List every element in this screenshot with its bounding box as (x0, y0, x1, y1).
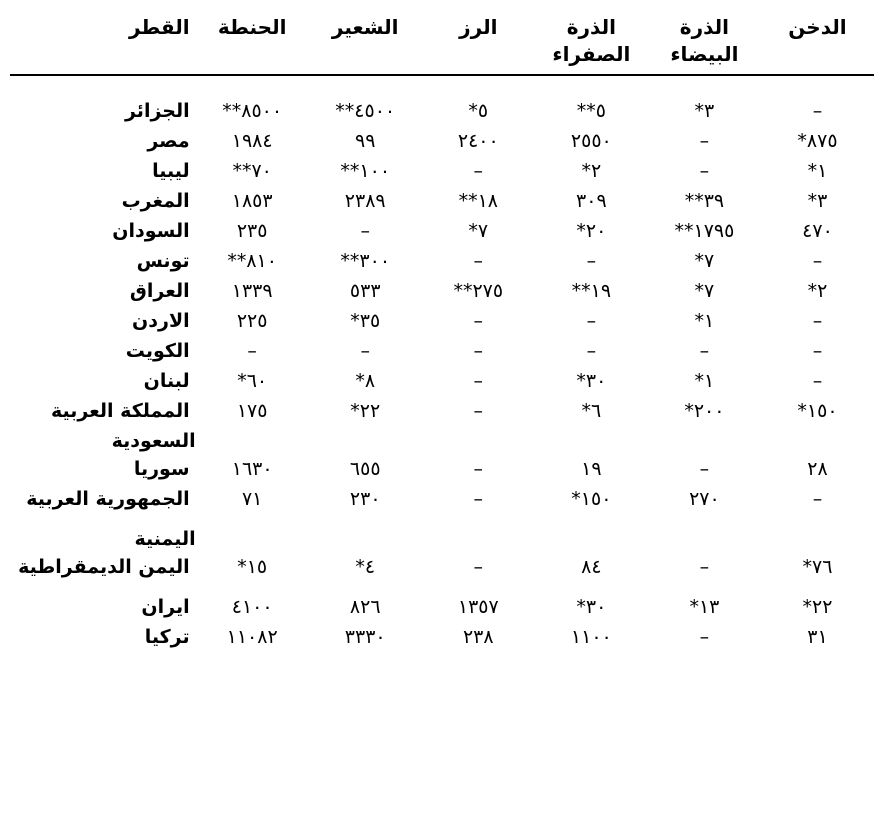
cell-yellow-maize: ١١٠٠ (570, 626, 612, 648)
cell-rice: – (473, 340, 484, 362)
cell-yellow-maize: ١٥٠* (571, 488, 612, 510)
column-header-white-maize: الذرة البيضاء (670, 15, 739, 66)
cell-millet: ١* (807, 160, 828, 182)
cell-country: الاردن (132, 310, 190, 332)
cell-wheat: – (247, 340, 257, 362)
cell-wheat: ١١٠٨٢ (226, 626, 278, 648)
header-spacer (10, 75, 874, 98)
cell-millet: – (812, 310, 823, 332)
cell-white-maize: – (699, 130, 710, 152)
table-row (10, 368, 874, 398)
cell-millet: – (812, 250, 823, 272)
cell-barley: ٣٠٠** (340, 250, 391, 272)
cell-country: لبنان (143, 370, 190, 392)
cell-millet: ٢٨ (807, 458, 828, 480)
table-row (10, 308, 874, 338)
table-row (10, 128, 874, 158)
cell-rice: ٢٤٠٠ (457, 130, 499, 152)
cell-barley: ٢٣٨٩ (344, 190, 386, 212)
cell-rice: ٧* (468, 220, 489, 242)
cell-rice: – (473, 556, 484, 578)
cell-wheat: ٢٢٥ (236, 310, 268, 332)
table-row (10, 594, 874, 624)
cell-country-continuation: اليمنية (134, 528, 196, 550)
cell-wheat: ٢٣٥ (236, 220, 268, 242)
cell-rice: ٢٣٨ (462, 626, 494, 648)
column-header-millet: الدخن (788, 15, 847, 39)
cell-millet: ٢٢* (802, 596, 833, 618)
cell-barley: ٦٥٥ (349, 458, 381, 480)
cell-barley: ٣٥* (350, 310, 381, 332)
cell-white-maize: ٧* (694, 250, 715, 272)
table-row (10, 248, 874, 278)
cell-country: ايران (141, 596, 190, 618)
column-header-country: القطر (128, 15, 190, 39)
cell-millet: ٣* (807, 190, 828, 212)
cell-yellow-maize: ٢٥٥٠ (570, 130, 612, 152)
table-row (10, 188, 874, 218)
cell-country: الكويت (125, 340, 190, 362)
cell-barley: ٥٣٣ (349, 280, 381, 302)
cell-barley: ٨٢٦ (349, 596, 381, 618)
cell-country: تونس (136, 250, 190, 272)
cell-millet: – (812, 100, 823, 122)
country-continuation-row (10, 526, 874, 554)
cell-barley: ٢٣٠ (349, 488, 381, 510)
cell-millet: ٧٦* (802, 556, 833, 578)
cell-country: الجزائر (124, 100, 190, 122)
cell-rice: – (473, 160, 484, 182)
table-row (10, 218, 874, 248)
cell-rice: – (473, 488, 484, 510)
cell-white-maize: ١* (694, 370, 715, 392)
cell-yellow-maize: ١٩** (571, 280, 612, 302)
cell-yellow-maize: ٢٠* (576, 220, 607, 242)
cell-wheat: ٦٠* (237, 370, 268, 392)
cell-rice: – (473, 458, 484, 480)
cell-wheat: ١٨٥٣ (231, 190, 273, 212)
cell-white-maize: ١٣* (689, 596, 720, 618)
cell-wheat: ٨١٠** (227, 250, 277, 272)
crop-production-table (10, 14, 874, 654)
cell-wheat: ١٩٨٤ (231, 130, 273, 152)
table-header (10, 14, 874, 98)
cell-millet: – (812, 370, 823, 392)
table-row (10, 278, 874, 308)
cell-yellow-maize: ٨٤ (581, 556, 602, 578)
country-continuation-row (10, 428, 874, 456)
cell-millet: ٢* (807, 280, 828, 302)
cell-millet: ١٥٠* (797, 400, 838, 422)
cell-white-maize: ١* (694, 310, 715, 332)
cell-barley: ٢٢* (350, 400, 381, 422)
cell-wheat: ١٥* (237, 556, 268, 578)
cell-country: الجمهورية العربية (26, 488, 190, 510)
cell-barley: ٨* (355, 370, 376, 392)
cell-yellow-maize: ٣٠٩ (576, 190, 607, 212)
cell-country: تركيا (144, 626, 190, 648)
cell-barley: ٤٥٠٠** (335, 100, 396, 122)
table-row (10, 158, 874, 188)
cell-millet: ٤٧٠ (802, 220, 833, 242)
cell-rice: – (473, 400, 484, 422)
cell-white-maize: – (699, 458, 710, 480)
table-row (10, 486, 874, 526)
cell-country: المغرب (121, 190, 190, 212)
cell-barley: – (360, 220, 370, 242)
cell-wheat: ٧١ (241, 488, 263, 510)
cell-barley: ٣٣٣٠ (344, 626, 386, 648)
cell-white-maize: ٣٩** (684, 190, 725, 212)
cell-rice: ٢٧٥** (453, 280, 504, 302)
cell-white-maize: ٣* (694, 100, 715, 122)
column-header-barley: الشعير (331, 15, 399, 39)
header-row (10, 14, 874, 68)
cell-country-continuation: السعودية (111, 430, 196, 452)
cell-yellow-maize: ٥** (576, 100, 606, 122)
cell-country: سوريا (133, 458, 190, 480)
cell-rice: – (473, 250, 484, 272)
cell-yellow-maize: ٣٠* (576, 370, 607, 392)
cell-white-maize: ٢٧٠ (689, 488, 720, 510)
cell-yellow-maize: ٢* (581, 160, 602, 182)
cell-yellow-maize: – (586, 310, 597, 332)
table-row (10, 398, 874, 428)
cell-millet: ٨٧٥* (797, 130, 838, 152)
cell-country: اليمن الديمقراطية (18, 556, 190, 578)
cell-barley: ١٠٠** (340, 160, 391, 182)
table-row (10, 554, 874, 594)
header-rule (10, 68, 874, 75)
cell-barley: ٤* (355, 556, 376, 578)
cell-millet: ٣١ (807, 626, 828, 648)
table-row (10, 624, 874, 654)
cell-wheat: ١٧٥ (236, 400, 268, 422)
table-row (10, 456, 874, 486)
column-header-rice: الرز (459, 15, 498, 39)
cell-country: السودان (112, 220, 190, 242)
cell-wheat: ١٦٣٠ (231, 458, 273, 480)
cell-millet: – (812, 488, 823, 510)
cell-country: العراق (129, 280, 190, 302)
table-row (10, 98, 874, 128)
cell-white-maize: – (699, 626, 710, 648)
column-header-wheat: الحنطة (217, 15, 287, 39)
cell-white-maize: ١٧٩٥** (674, 220, 735, 242)
cell-yellow-maize: ٣٠* (576, 596, 607, 618)
cell-white-maize: ٢٠٠* (684, 400, 725, 422)
table-body (10, 98, 874, 654)
cell-country: مصر (147, 130, 190, 152)
cell-wheat: ٤١٠٠ (231, 596, 273, 618)
cell-yellow-maize: ١٩ (581, 458, 602, 480)
table-row (10, 338, 874, 368)
cell-wheat: ٧٠** (232, 160, 272, 182)
cell-white-maize: ٧* (694, 280, 715, 302)
cell-yellow-maize: – (586, 340, 597, 362)
cell-white-maize: – (699, 340, 710, 362)
cell-rice: ١٣٥٧ (457, 596, 499, 618)
cell-wheat: ٨٥٠٠** (222, 100, 283, 122)
cell-white-maize: – (699, 556, 710, 578)
cell-rice: ٥* (468, 100, 489, 122)
cell-country: ليبيا (152, 160, 190, 182)
cell-yellow-maize: ٦* (581, 400, 602, 422)
cell-yellow-maize: – (586, 250, 597, 272)
cell-barley: – (360, 340, 370, 362)
cell-rice: – (473, 310, 484, 332)
cell-wheat: ١٣٣٩ (231, 280, 273, 302)
cell-rice: – (473, 370, 484, 392)
cell-millet: – (812, 340, 823, 362)
cell-rice: ١٨** (458, 190, 498, 212)
cell-white-maize: – (699, 160, 710, 182)
column-header-yellow-maize: الذرة الصفراء (552, 15, 631, 66)
cell-country: المملكة العربية (50, 400, 190, 422)
cell-barley: ٩٩ (355, 130, 376, 152)
